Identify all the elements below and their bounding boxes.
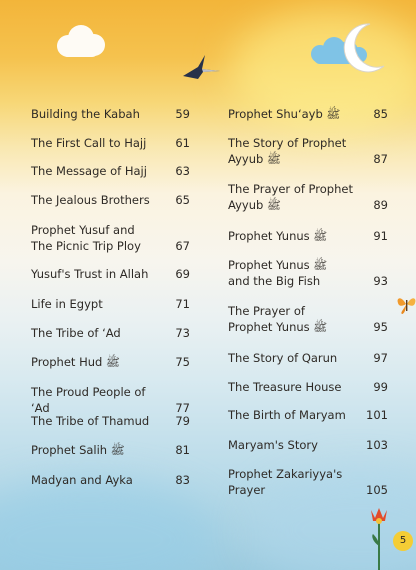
cloud-icon xyxy=(52,24,108,60)
toc-entry[interactable] xyxy=(228,181,388,213)
entry-page: 79 xyxy=(175,414,190,428)
entry-page: 71 xyxy=(175,297,190,311)
toc-entry[interactable] xyxy=(228,135,388,167)
toc-entry[interactable] xyxy=(228,228,388,244)
entry-title: The Story of Qarun xyxy=(228,351,338,365)
entry-title: The First Call to Hajj xyxy=(31,136,147,150)
entry-title: Prophet Shu‘ayb ﷺ xyxy=(228,107,341,121)
entry-page: 87 xyxy=(373,152,388,166)
entry-title: The Prayer of Prophet Ayyub ﷺ xyxy=(228,182,353,212)
flower-icon xyxy=(369,506,389,570)
entry-page: 69 xyxy=(175,267,190,281)
entry-page: 63 xyxy=(175,164,190,178)
entry-page: 95 xyxy=(373,320,388,334)
entry-title: Building the Kabah xyxy=(31,107,140,121)
entry-page: 83 xyxy=(175,473,190,487)
toc-entry[interactable] xyxy=(31,442,190,458)
entry-page: 75 xyxy=(175,355,190,369)
moon-icon xyxy=(340,20,388,76)
entry-page: 105 xyxy=(366,483,388,497)
entry-title: Prophet Yusuf and The Picnic Trip Ploy xyxy=(31,223,141,253)
toc-entry[interactable] xyxy=(31,472,190,488)
toc-entry[interactable] xyxy=(31,163,190,179)
entry-title: Prophet Hud ﷺ xyxy=(31,355,120,369)
entry-page: 65 xyxy=(175,193,190,207)
toc-entry[interactable] xyxy=(31,106,190,122)
entry-title: The Message of Hajj xyxy=(31,164,147,178)
swallow-bird-icon xyxy=(180,52,222,80)
entry-page: 73 xyxy=(175,326,190,340)
entry-title: The Story of Prophet Ayyub ﷺ xyxy=(228,136,347,166)
entry-title: The Birth of Maryam xyxy=(228,408,346,422)
toc-entry[interactable] xyxy=(228,257,388,289)
entry-title: Life in Egypt xyxy=(31,297,103,311)
entry-page: 103 xyxy=(366,438,388,452)
entry-page: 99 xyxy=(373,380,388,394)
entry-page: 101 xyxy=(366,408,388,422)
toc-entry[interactable] xyxy=(31,354,190,370)
toc-entry[interactable] xyxy=(31,192,190,208)
entry-page: 77 xyxy=(175,401,190,415)
toc-entry[interactable] xyxy=(31,266,190,282)
blue-wash-left xyxy=(0,480,220,570)
entry-title: The Prayer of Prophet Yunus ﷺ xyxy=(228,304,328,334)
toc-entry[interactable] xyxy=(228,106,388,122)
toc-entry[interactable] xyxy=(31,135,190,151)
toc-entry[interactable] xyxy=(31,222,190,254)
entry-title: The Jealous Brothers xyxy=(31,193,150,207)
toc-entry[interactable] xyxy=(31,413,190,429)
entry-title: The Tribe of Thamud xyxy=(31,414,150,428)
entry-title: The Proud People of ‘Ad xyxy=(31,385,146,415)
entry-title: Maryam's Story xyxy=(228,438,318,452)
entry-title: The Tribe of ‘Ad xyxy=(31,326,121,340)
entry-page: 61 xyxy=(175,136,190,150)
entry-page: 81 xyxy=(175,443,190,457)
entry-title: Prophet Yunus ﷺ and the Big Fish xyxy=(228,258,328,288)
entry-page: 93 xyxy=(373,274,388,288)
butterfly-icon xyxy=(397,293,416,315)
page-number-badge: 5 xyxy=(393,531,413,551)
entry-page: 91 xyxy=(373,229,388,243)
entry-page: 89 xyxy=(373,198,388,212)
entry-page: 97 xyxy=(373,351,388,365)
entry-title: Prophet Yunus ﷺ xyxy=(228,229,328,243)
entry-title: Yusuf's Trust in Allah xyxy=(31,267,149,281)
entry-title: Prophet Zakariyya's Prayer xyxy=(228,467,343,497)
toc-entry[interactable] xyxy=(228,466,388,498)
entry-page: 85 xyxy=(373,107,388,121)
toc-entry[interactable] xyxy=(31,384,190,416)
toc-entry[interactable] xyxy=(228,437,388,453)
entry-title: The Treasure House xyxy=(228,380,342,394)
toc-entry[interactable] xyxy=(31,325,190,341)
entry-title: Prophet Salih ﷺ xyxy=(31,443,125,457)
toc-entry[interactable] xyxy=(31,296,190,312)
toc-entry[interactable] xyxy=(228,379,388,395)
entry-page: 67 xyxy=(175,239,190,253)
entry-title: Madyan and Ayka xyxy=(31,473,133,487)
toc-entry[interactable] xyxy=(228,303,388,335)
toc-entry[interactable] xyxy=(228,407,388,423)
toc-entry[interactable] xyxy=(228,350,388,366)
entry-page: 59 xyxy=(175,107,190,121)
